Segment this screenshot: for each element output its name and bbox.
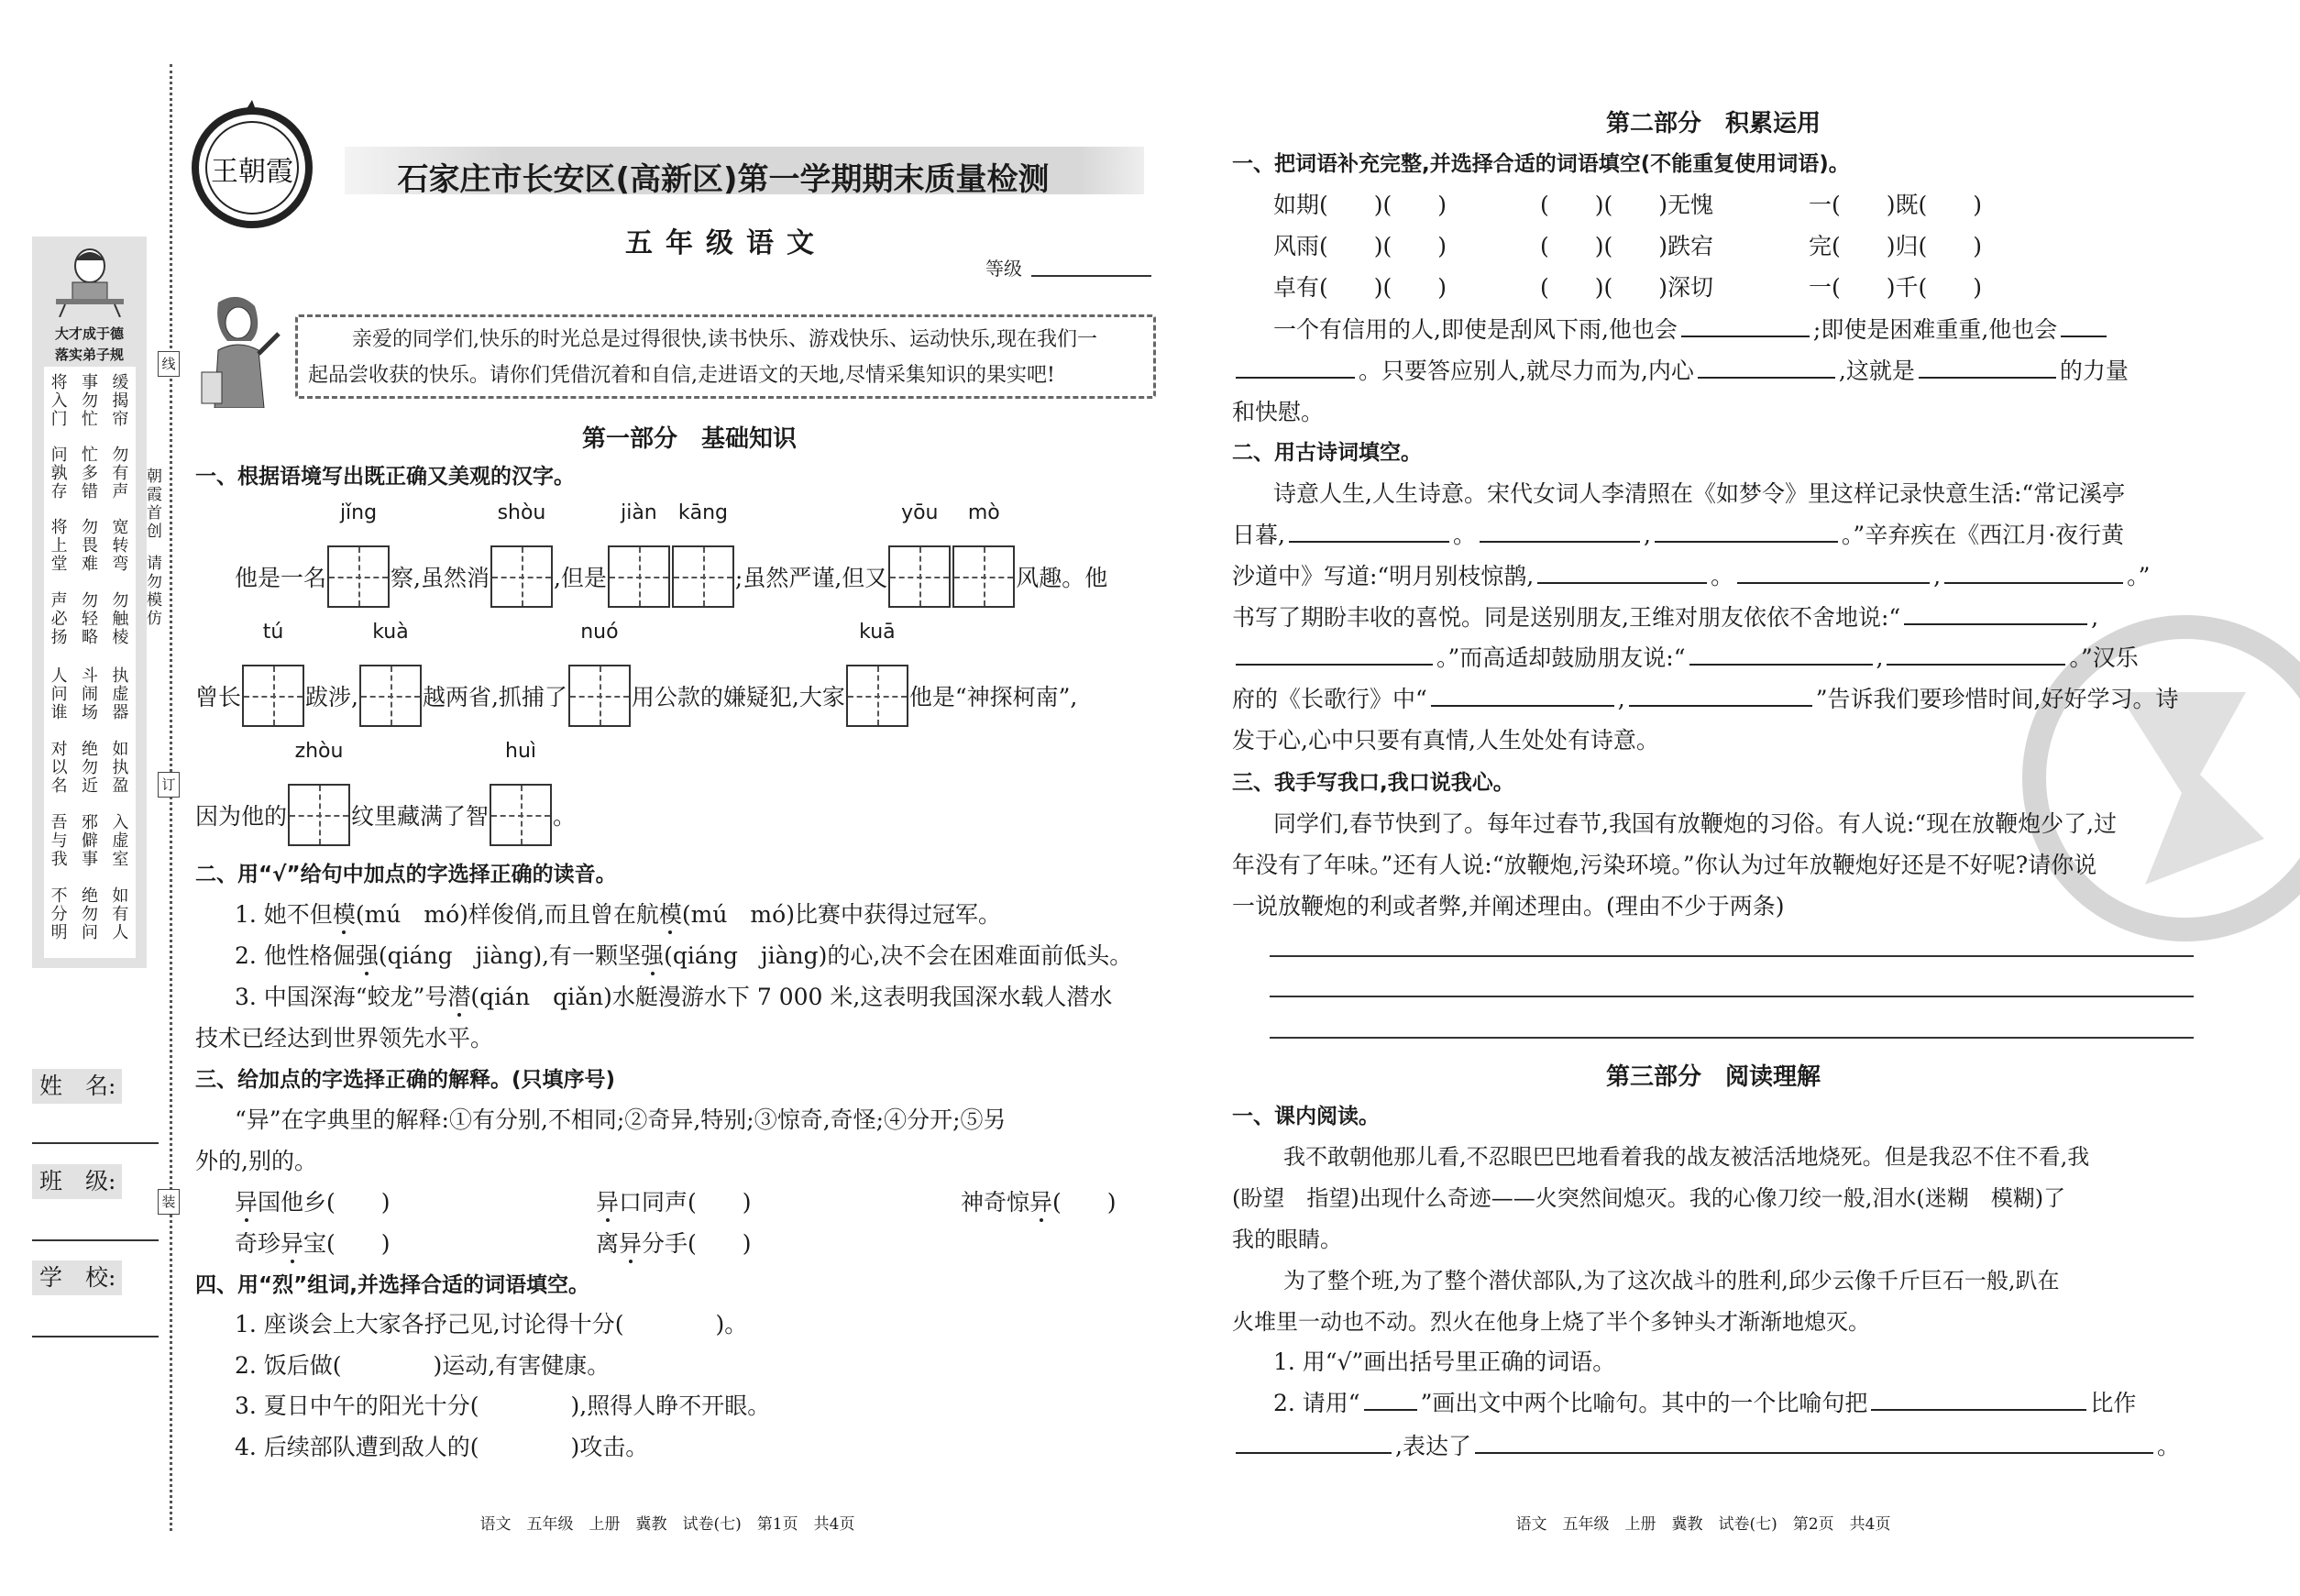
text-segment: 。”辛弃疾在《西江月·夜行黄: [1841, 522, 2125, 548]
meaning-item: [596, 1186, 752, 1219]
answer-blank[interactable]: [1698, 355, 1835, 379]
answer-blank[interactable]: [1431, 683, 1614, 707]
intro-line-2: 起品尝收获的快乐。请你们凭借沉着和自信,走进语文的天地,尽情采集知识的果实吧!: [308, 364, 1055, 387]
text-segment: 。”: [2127, 563, 2151, 589]
sentence-text: ;虽然严谨,但又: [734, 564, 888, 591]
rule-column: 勿有声: [112, 446, 129, 501]
part3-title: 第三部分 阅读理解: [1605, 1063, 1821, 1091]
grade-input-line[interactable]: [1031, 275, 1151, 277]
p2-q1-title: 一、把词语补充完整,并选择合适的词语填空(不能重复使用词语)。: [1232, 152, 1850, 176]
writing-box[interactable]: [568, 620, 631, 727]
pinyin: yōu: [901, 501, 939, 524]
answer-blank[interactable]: [1236, 1430, 1392, 1454]
pinyin-row-1: [235, 501, 1108, 607]
teacher-illustration-icon: [191, 293, 286, 408]
meaning-item: [235, 1186, 391, 1219]
answer-blank[interactable]: [1944, 560, 2123, 584]
binding-mark-order: 订: [158, 772, 180, 798]
pinyin-row-3: [195, 739, 577, 845]
sentence-text: 察,虽然消: [391, 564, 490, 591]
answer-blank[interactable]: [1364, 1387, 1417, 1411]
name-label: 姓 名:: [32, 1069, 122, 1104]
passage-line: 我的眼睛。: [1232, 1227, 1342, 1252]
text-segment: 国他乡( ): [258, 1189, 391, 1216]
pinyin-row-2: [195, 620, 1078, 726]
p1-q4-title: 四、用“烈”组词,并选择合适的词语填空。: [195, 1273, 589, 1297]
idiom-cell: ( )( )跌宕: [1540, 233, 1714, 259]
answer-blank[interactable]: [1904, 601, 2087, 625]
writing-box[interactable]: [672, 501, 734, 608]
rule-column: 忙多错: [81, 446, 98, 501]
pinyin: jǐng: [339, 501, 378, 524]
rule-column: 宽转弯: [112, 518, 129, 574]
rule-column: 入虚室: [112, 813, 129, 869]
writing-box[interactable]: [490, 739, 552, 846]
pronunciation-item-3-cont: 技术已经达到世界领先水平。: [195, 1025, 494, 1051]
text-segment: 口同声( ): [619, 1189, 752, 1216]
text-segment: 奇珍: [235, 1230, 281, 1257]
pinyin: kuā: [859, 620, 896, 644]
rule-column: 人问谁: [50, 666, 68, 722]
brand-logo-icon: [188, 96, 321, 234]
pronunciation-item-3: [235, 981, 1112, 1014]
text-segment: ,: [1876, 644, 1884, 671]
dotted-char: 潜: [447, 984, 471, 1010]
text-segment: 神奇惊: [961, 1189, 1030, 1216]
answer-line[interactable]: [1270, 996, 2194, 997]
rule-column: 问孰存: [50, 446, 68, 501]
sentence-text: 越两省,抓捕了: [422, 683, 567, 710]
essay-prompt-3: 一说放鞭炮的利或者弊,并阐述理由。(理由不少于两条): [1232, 893, 1785, 919]
writing-box[interactable]: [359, 620, 422, 727]
answer-line[interactable]: [1270, 1037, 2194, 1039]
answer-blank[interactable]: [1629, 683, 1812, 707]
text-segment: 2. 他性格倔: [235, 942, 356, 969]
binding-mark-bind: 装: [158, 1189, 180, 1215]
poem-line-7: 发于心,心中只要有真情,人生处处有诗意。: [1232, 727, 1659, 754]
rule-column: 执虚器: [112, 666, 129, 722]
text-segment: ;即使是困难重重,他也会: [1812, 316, 2058, 343]
passage-line: (盼望 指望)出现什么奇迹——火突然间熄灭。我的心像刀绞一般,泪水(迷糊 模糊)了: [1232, 1185, 2066, 1211]
sentence-text: 纹里藏满了智: [351, 802, 490, 830]
answer-blank[interactable]: [1537, 560, 1707, 584]
logo-text: 王朝霞: [211, 156, 293, 188]
text-segment: (mú mó)样俊俏,而且曾在航: [355, 901, 659, 928]
definition-line-2: 外的,别的。: [195, 1148, 317, 1174]
rule-column: 将上堂: [50, 518, 68, 574]
pinyin: mò: [967, 501, 1000, 524]
name-input-line[interactable]: [32, 1142, 159, 1144]
dizigui-rules: [44, 367, 136, 958]
credit-line-2: [1232, 355, 2129, 388]
answer-blank[interactable]: [1887, 642, 2065, 666]
idiom-cell: 如期( )( ): [1273, 192, 1447, 218]
essay-prompt-1: 同学们,春节快到了。每年过春节,我国有放鞭炮的习俗。有人说:“现在放鞭炮少了,过: [1273, 810, 2118, 837]
pinyin: huì: [505, 739, 537, 763]
rule-column: 如执盈: [112, 740, 129, 796]
poem-line-3: [1232, 560, 2150, 593]
dotted-char: 强: [355, 942, 379, 969]
student-cartoon-icon: [52, 244, 127, 317]
poem-line-6: [1232, 683, 2178, 716]
pinyin: zhòu: [294, 739, 344, 763]
text-segment: 。”而高适却鼓励朋友说:“: [1436, 644, 1686, 671]
text-segment: (mú mó)比赛中获得过冠军。: [681, 901, 1001, 928]
pinyin: tú: [262, 620, 284, 644]
rule-column: 吾与我: [50, 813, 68, 869]
p1-q2-title: 二、用“√”给句中加点的字选择正确的读音。: [195, 863, 617, 886]
writing-box[interactable]: [288, 739, 350, 846]
writing-box[interactable]: [846, 620, 908, 727]
meaning-item: [235, 1227, 391, 1260]
motto-1: 大才成于德: [54, 325, 124, 342]
text-segment: ,这就是: [1838, 358, 1915, 384]
part1-title: 第一部分 基础知识: [581, 425, 798, 453]
definition-line-1: “异”在字典里的解释:①有分别,不相同;②奇异,特别;③惊奇,奇怪;④分开;⑤另: [235, 1106, 1007, 1133]
text-segment: ,: [2091, 604, 2099, 631]
answer-line[interactable]: [1270, 955, 2194, 957]
binding-mark-line: 线: [158, 351, 180, 377]
fill-item-4: 4. 后续部队遭到敌人的( )攻击。: [235, 1434, 649, 1460]
reading-question-1: 1. 用“√”画出括号里正确的词语。: [1273, 1348, 1616, 1375]
text-segment: (qiáng jiàng),有一颗坚: [378, 942, 642, 969]
p2-q3-title: 三、我手写我口,我口说我心。: [1232, 771, 1514, 795]
text-segment: 1. 她不但: [235, 901, 333, 928]
reading-question-2: [1273, 1387, 2136, 1420]
text-segment: 。: [1711, 563, 1734, 589]
text-segment: 比作: [2090, 1390, 2137, 1416]
dotted-char: 强: [641, 942, 665, 969]
text-segment: 。: [2156, 1433, 2180, 1459]
writing-box[interactable]: [952, 501, 1015, 608]
text-segment: ”告诉我们要珍惜时间,好好学习。诗: [1815, 686, 2179, 712]
fill-item-1: 1. 座谈会上大家各抒己见,讨论得十分( )。: [235, 1311, 748, 1337]
text-segment: 书写了期盼丰收的喜悦。同是送别朋友,王维对朋友依依不舍地说:“: [1232, 604, 1901, 631]
text-segment: ,: [1617, 686, 1625, 712]
answer-blank[interactable]: [1289, 519, 1449, 543]
poem-line-1: 诗意人生,人生诗意。宋代女词人李清照在《如梦令》里这样记录快意生活:“常记溪亭: [1273, 480, 2126, 507]
text-segment: 府的《长歌行》中“: [1232, 686, 1427, 712]
text-segment: 。: [1452, 522, 1476, 548]
text-segment: 异: [619, 1230, 643, 1257]
pronunciation-item-2: [235, 940, 1132, 973]
rule-column: 绝勿近: [81, 740, 98, 796]
idiom-cell: 完( )归( ): [1809, 233, 1983, 259]
passage-line: 为了整个班,为了整个潜伏部队,为了这次战斗的胜利,邱少云像千斤巨石一般,趴在: [1283, 1268, 2060, 1293]
writing-box[interactable]: [888, 501, 951, 608]
reading-question-2-cont: [1232, 1430, 2180, 1463]
answer-blank[interactable]: [1681, 314, 1810, 337]
school-input-line[interactable]: [32, 1336, 159, 1337]
credit-line-3: 和快慰。: [1232, 399, 1325, 425]
dotted-char: 模: [332, 901, 356, 928]
idiom-cell: 一( )既( ): [1809, 192, 1983, 218]
fill-item-2: 2. 饭后做( )运动,有害健康。: [235, 1352, 611, 1379]
text-segment: 宝( ): [303, 1230, 391, 1257]
text-segment: ”画出文中两个比喻句。其中的一个比喻句把: [1420, 1390, 1868, 1416]
text-segment: ( ): [1052, 1189, 1117, 1216]
rule-column: 勿触棱: [112, 591, 129, 647]
p1-q1-title: 一、根据语境写出既正确又美观的汉字。: [195, 465, 575, 489]
passage-line: 我不敢朝他那儿看,不忍眼巴巴地看着我的战友被活活地烧死。但是我忍不住不看,我: [1283, 1144, 2090, 1170]
part2-title: 第二部分 积累运用: [1605, 110, 1821, 138]
text-segment: (qián qiǎn)水艇漫游水下 7 000 米,这表明我国深水载人潜水: [470, 984, 1113, 1010]
text-segment: ,: [1933, 563, 1942, 589]
rule-column: 绝勿问: [81, 886, 98, 942]
rule-column: 将入门: [50, 373, 68, 429]
rule-column: 勿畏难: [81, 518, 98, 574]
fill-item-3: 3. 夏日中午的阳光十分( ),照得人睁不开眼。: [235, 1392, 771, 1419]
text-segment: 。”汉乐: [2069, 644, 2139, 671]
sentence-text: 。: [553, 802, 577, 830]
writing-box[interactable]: [242, 620, 304, 727]
sentence-text: 他是一名: [235, 564, 327, 591]
rule-column: 缓揭帘: [112, 373, 129, 429]
idiom-cell: 卓有( )( ): [1273, 274, 1447, 301]
text-segment: 分手( ): [642, 1230, 752, 1257]
text-segment: 的力量: [2059, 358, 2129, 384]
dotted-char: 模: [658, 901, 682, 928]
rule-column: 斗闹场: [81, 666, 98, 722]
sentence-text: 跋涉,: [305, 683, 358, 710]
grade-label: 等级: [985, 258, 1022, 280]
answer-blank[interactable]: [1737, 560, 1930, 584]
pinyin: nuó: [580, 620, 619, 644]
idiom-cell: 一( )千( ): [1809, 274, 1983, 301]
text-segment: 。只要答应别人,就尽力而为,内心: [1359, 358, 1694, 384]
pinyin: kuà: [372, 620, 409, 644]
poem-line-4: [1232, 601, 2098, 634]
text-segment: 2. 请用“: [1273, 1390, 1360, 1416]
meaning-item: [596, 1227, 752, 1260]
answer-blank[interactable]: [1919, 355, 2056, 379]
rule-column: 声必扬: [50, 591, 68, 647]
text-segment: 一个有信用的人,即使是刮风下雨,他也会: [1273, 316, 1678, 343]
sentence-text: 因为他的: [195, 802, 288, 830]
answer-blank[interactable]: [1655, 519, 1838, 543]
text-segment: 沙道中》写道:“明月别枝惊鹊,: [1232, 563, 1535, 589]
exam-subtitle: 五年级语文: [625, 227, 827, 259]
sentence-text: 风趣。他: [1016, 564, 1108, 591]
exam-title: 石家庄市长安区(高新区)第一学期期末质量检测: [397, 161, 1050, 198]
idiom-cell: ( )( )无愧: [1540, 192, 1714, 218]
class-label: 班 级:: [32, 1164, 122, 1199]
writing-box[interactable]: [608, 501, 670, 608]
page-footer-2: 语文 五年级 上册 冀教 试卷(七) 第2页 共4页: [1515, 1515, 1891, 1534]
motto-2: 落实弟子规: [54, 347, 124, 363]
intro-line-1: 亲爱的同学们,快乐的时光总是过得很快,读书快乐、游戏快乐、运动快乐,现在我们一: [352, 328, 1097, 351]
pinyin: kāng: [677, 501, 728, 524]
rule-column: 勿轻略: [81, 591, 98, 647]
answer-blank[interactable]: [2061, 314, 2107, 337]
passage-line: 火堆里一动也不动。烈火在他身上烧了半个多钟头才渐渐地熄灭。: [1232, 1309, 1870, 1335]
p2-q2-title: 二、用古诗词填空。: [1232, 441, 1422, 465]
poem-line-2: [1232, 519, 2124, 552]
rule-column: 如有人: [112, 886, 129, 942]
pronunciation-item-1: [235, 898, 1001, 931]
answer-blank[interactable]: [1871, 1387, 2086, 1411]
p1-q3-title: 三、给加点的字选择正确的解释。(只填序号): [195, 1068, 616, 1092]
meaning-item: [961, 1186, 1117, 1219]
writing-box[interactable]: [490, 501, 553, 608]
page-footer-1: 语文 五年级 上册 冀教 试卷(七) 第1页 共4页: [479, 1515, 855, 1534]
pinyin: shòu: [497, 501, 546, 524]
p3-q1-title: 一、课内阅读。: [1232, 1105, 1380, 1128]
text-segment: 异: [235, 1189, 259, 1216]
poem-line-5: [1232, 642, 2139, 675]
rule-column: 对以名: [50, 740, 68, 796]
text-segment: ,: [1643, 522, 1651, 548]
rule-column: 事勿忙: [81, 373, 98, 429]
binding-dotted-line: [170, 64, 172, 1531]
credit-line-1: [1273, 314, 2110, 347]
sentence-text: 曾长: [195, 683, 242, 710]
class-input-line[interactable]: [32, 1239, 159, 1241]
answer-blank[interactable]: [1236, 355, 1355, 379]
idiom-cell: 风雨( )( ): [1273, 233, 1447, 259]
sidebar-panel: [32, 237, 147, 968]
text-segment: 异: [596, 1189, 620, 1216]
rule-column: 邪僻事: [81, 813, 98, 869]
text-segment: 异: [1029, 1189, 1053, 1216]
answer-blank[interactable]: [1689, 642, 1873, 666]
idiom-cell: ( )( )深切: [1540, 274, 1714, 301]
answer-blank[interactable]: [1480, 519, 1640, 543]
sentence-text: ,但是: [553, 564, 607, 591]
text-segment: ,表达了: [1395, 1433, 1471, 1459]
text-segment: 离: [596, 1230, 620, 1257]
text-segment: 日暮,: [1232, 522, 1285, 548]
school-label: 学 校:: [32, 1260, 122, 1295]
answer-blank[interactable]: [1236, 642, 1433, 666]
essay-prompt-2: 年没有了年味。”还有人说:“放鞭炮,污染环境。”你认为过年放鞭炮好还是不好呢?请你说: [1232, 852, 2097, 878]
text-segment: 3. 中国深海“蛟龙”号: [235, 984, 448, 1010]
text-segment: 异: [281, 1230, 304, 1257]
sentence-text: 他是“神探柯南”,: [908, 683, 1078, 710]
text-segment: (qiáng jiàng)的心,决不会在困难面前低头。: [664, 942, 1133, 969]
rule-column: 不分明: [50, 886, 68, 942]
pinyin: jiàn: [621, 501, 657, 524]
copyright-note-2: 请勿模仿: [147, 555, 162, 628]
sentence-text: 用公款的嫌疑犯,大家: [631, 683, 845, 710]
answer-blank[interactable]: [1475, 1430, 2153, 1454]
writing-box[interactable]: [327, 501, 390, 608]
copyright-note: 朝霞首创: [147, 468, 162, 541]
